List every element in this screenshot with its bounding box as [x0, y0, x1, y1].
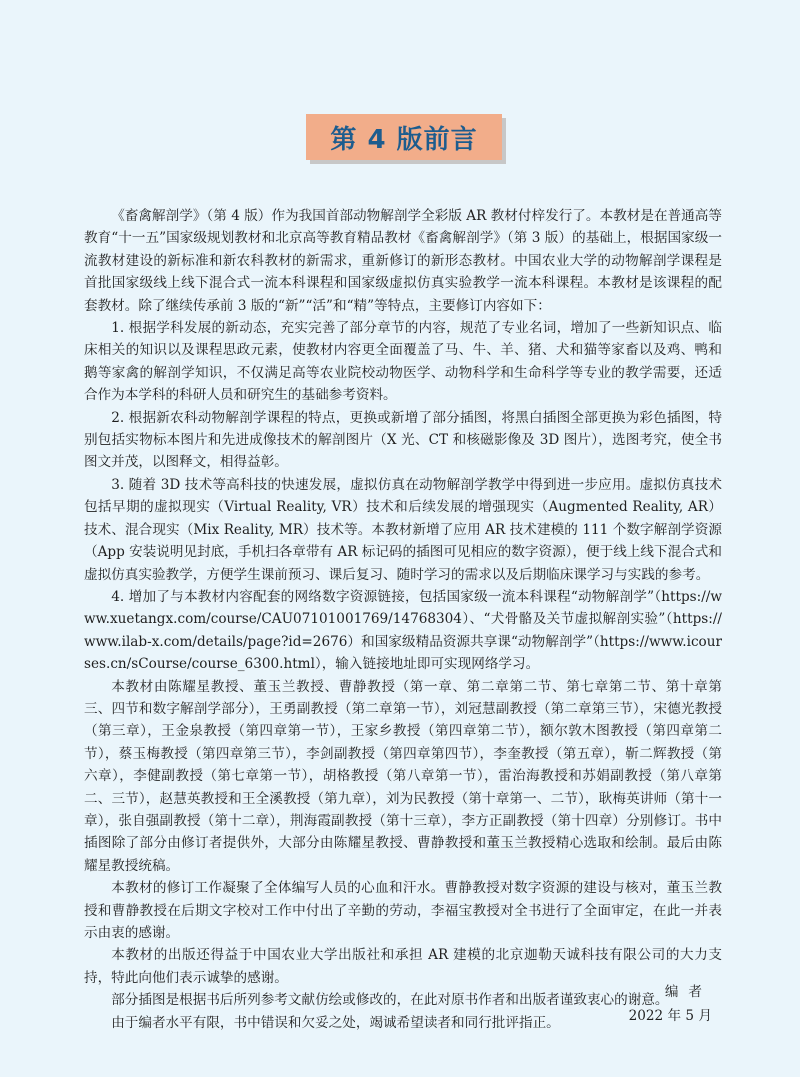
preface-body — [84, 205, 722, 1034]
paragraph-thanks-team: 本教材的修订工作凝聚了全体编写人员的心血和汗水。曹静教授对数字资源的建设与核对，董玉兰教授和曹静教授在后期文字校对工作中付出了辛勤的劳动，李福宝教授对全书进行了全面审定，在此一并表示由衷的感谢。 — [84, 880, 722, 941]
paragraph-item-1: 1. 根据学科发展的新动态，充实完善了部分章节的内容，规范了专业名词，增加了一些新知识点、临床相关的知识以及课程思政元素，使教材内容更全面覆盖了马、牛、羊、猪、犬和猫等家畜以及鸡、鸭和鹅等家禽的解剖学知识，不仅满足高等农业院校动物医学、动物科学和生命科学等专业的教学需要，还适合作为本学科的科研人员和研究生的基础参考资料。 — [84, 320, 722, 404]
paragraph-item-3: 3. 随着 3D 技术等高科技的快速发展，虚拟仿真在动物解剖学教学中得到进一步应用。虚拟仿真技术包括早期的虚拟现实（Virtual Reality, VR）技术和后续发展的增强现实（Augmented Reality, AR）技术、混合现实（Mix Reality, MR）技术等。本教材新增了应用 AR 技术建模的 111 个数字解剖学资源（App 安装说明见封底，手机扫各章带有 AR 标记码的插图可见相应的数字资源），便于线上线下混合式和虚拟仿真实验教学，方便学生课前预习、课后复习、随时学习的需求以及后期临床课学习与实践的参考。 — [84, 476, 722, 583]
paragraph-intro: 《畜禽解剖学》（第 4 版）作为我国首部动物解剖学全彩版 AR 教材付梓发行了。本教材是在普通高等教育“十一五”国家级规划教材和北京高等教育精品教材《畜禽解剖学》（第 3 版）的基础上，根据国家级一流教材建设的新标准和新农科教材的新需求，重新修订的新形态教材。中国农业大学的动物解剖学课程是首批国家级线上线下混合式一流本科课程和国家级虚拟仿真实验教学一流本科课程。本教材是该课程的配套教材。除了继续传承前 3 版的“新”“活”和“精”等特点，主要修订内容如下： — [84, 208, 722, 314]
page-title: 第 4 版前言 — [330, 124, 478, 155]
paragraph-figure-credits: 部分插图是根据书后所列参考文献仿绘或修改的，在此对原书作者和出版者谨致衷心的谢意。 — [111, 992, 669, 1009]
signature-block — [629, 980, 712, 1028]
paragraph-item-4: 4. 增加了与本教材内容配套的网络数字资源链接，包括国家级一流本科课程“动物解剖学”（https://www.xuetangx.com/course/CAU07101001769/14768304）、“犬骨骼及关节虚拟解剖实验”（https://www.ilab-x.com/details/page?id=2676）和国家级精品资源共享课“动物解剖学”（https://www.icourses.cn/sCourse/course_6300.html），输入链接地址即可实现网络学习。 — [84, 588, 722, 673]
paragraph-contributors: 本教材由陈耀星教授、董玉兰教授、曹静教授（第一章、第二章第二节、第七章第二节、第十章第三、四节和数字解剖学部分），王勇副教授（第二章第一节），刘冠慧副教授（第二章第三节），宋德光教授（第三章），王金泉教授（第四章第一节），王家乡教授（第四章第二节），额尔敦木图教授（第四章第二节），蔡玉梅教授（第四章第三节），李剑副教授（第四章第四节），李奎教授（第五章），靳二辉教授（第六章），李健副教授（第七章第一节），胡格教授（第八章第一节），雷治海教授和苏娟副教授（第八章第二、三节），赵慧英教授和王全溪教授（第九章），刘为民教授（第十章第一、二节），耿梅英讲师（第十一章），张自强副教授（第十二章），荆海霞副教授（第十三章），李方正副教授（第十四章）分别修订。书中插图除了部分由修订者提供外，大部分由陈耀星教授、曹静教授和董玉兰教授精心选取和绘制。最后由陈耀星教授统稿。 — [84, 678, 722, 874]
title-banner — [306, 114, 502, 160]
paragraph-closing: 由于编者水平有限，书中错误和欠妥之处，竭诚希望读者和同行批评指正。 — [111, 1014, 560, 1031]
signature-date: 2022 年 5 月 — [628, 1008, 712, 1024]
paragraph-thanks-publisher: 本教材的出版还得益于中国农业大学出版社和承担 AR 建模的北京迦勒天诚科技有限公司的大力支持，特此向他们表示诚挚的感谢。 — [84, 947, 722, 986]
paragraph-item-2: 2. 根据新农科动物解剖学课程的特点，更换或新增了部分插图，将黑白插图全部更换为彩色插图，特别包括实物标本图片和先进成像技术的解剖图片（X 光、CT 和核磁影像及 3D 图片），选图考究，使全书图文并茂，以图释文，相得益彰。 — [84, 409, 722, 471]
author-signature: 编者 — [664, 984, 712, 1000]
